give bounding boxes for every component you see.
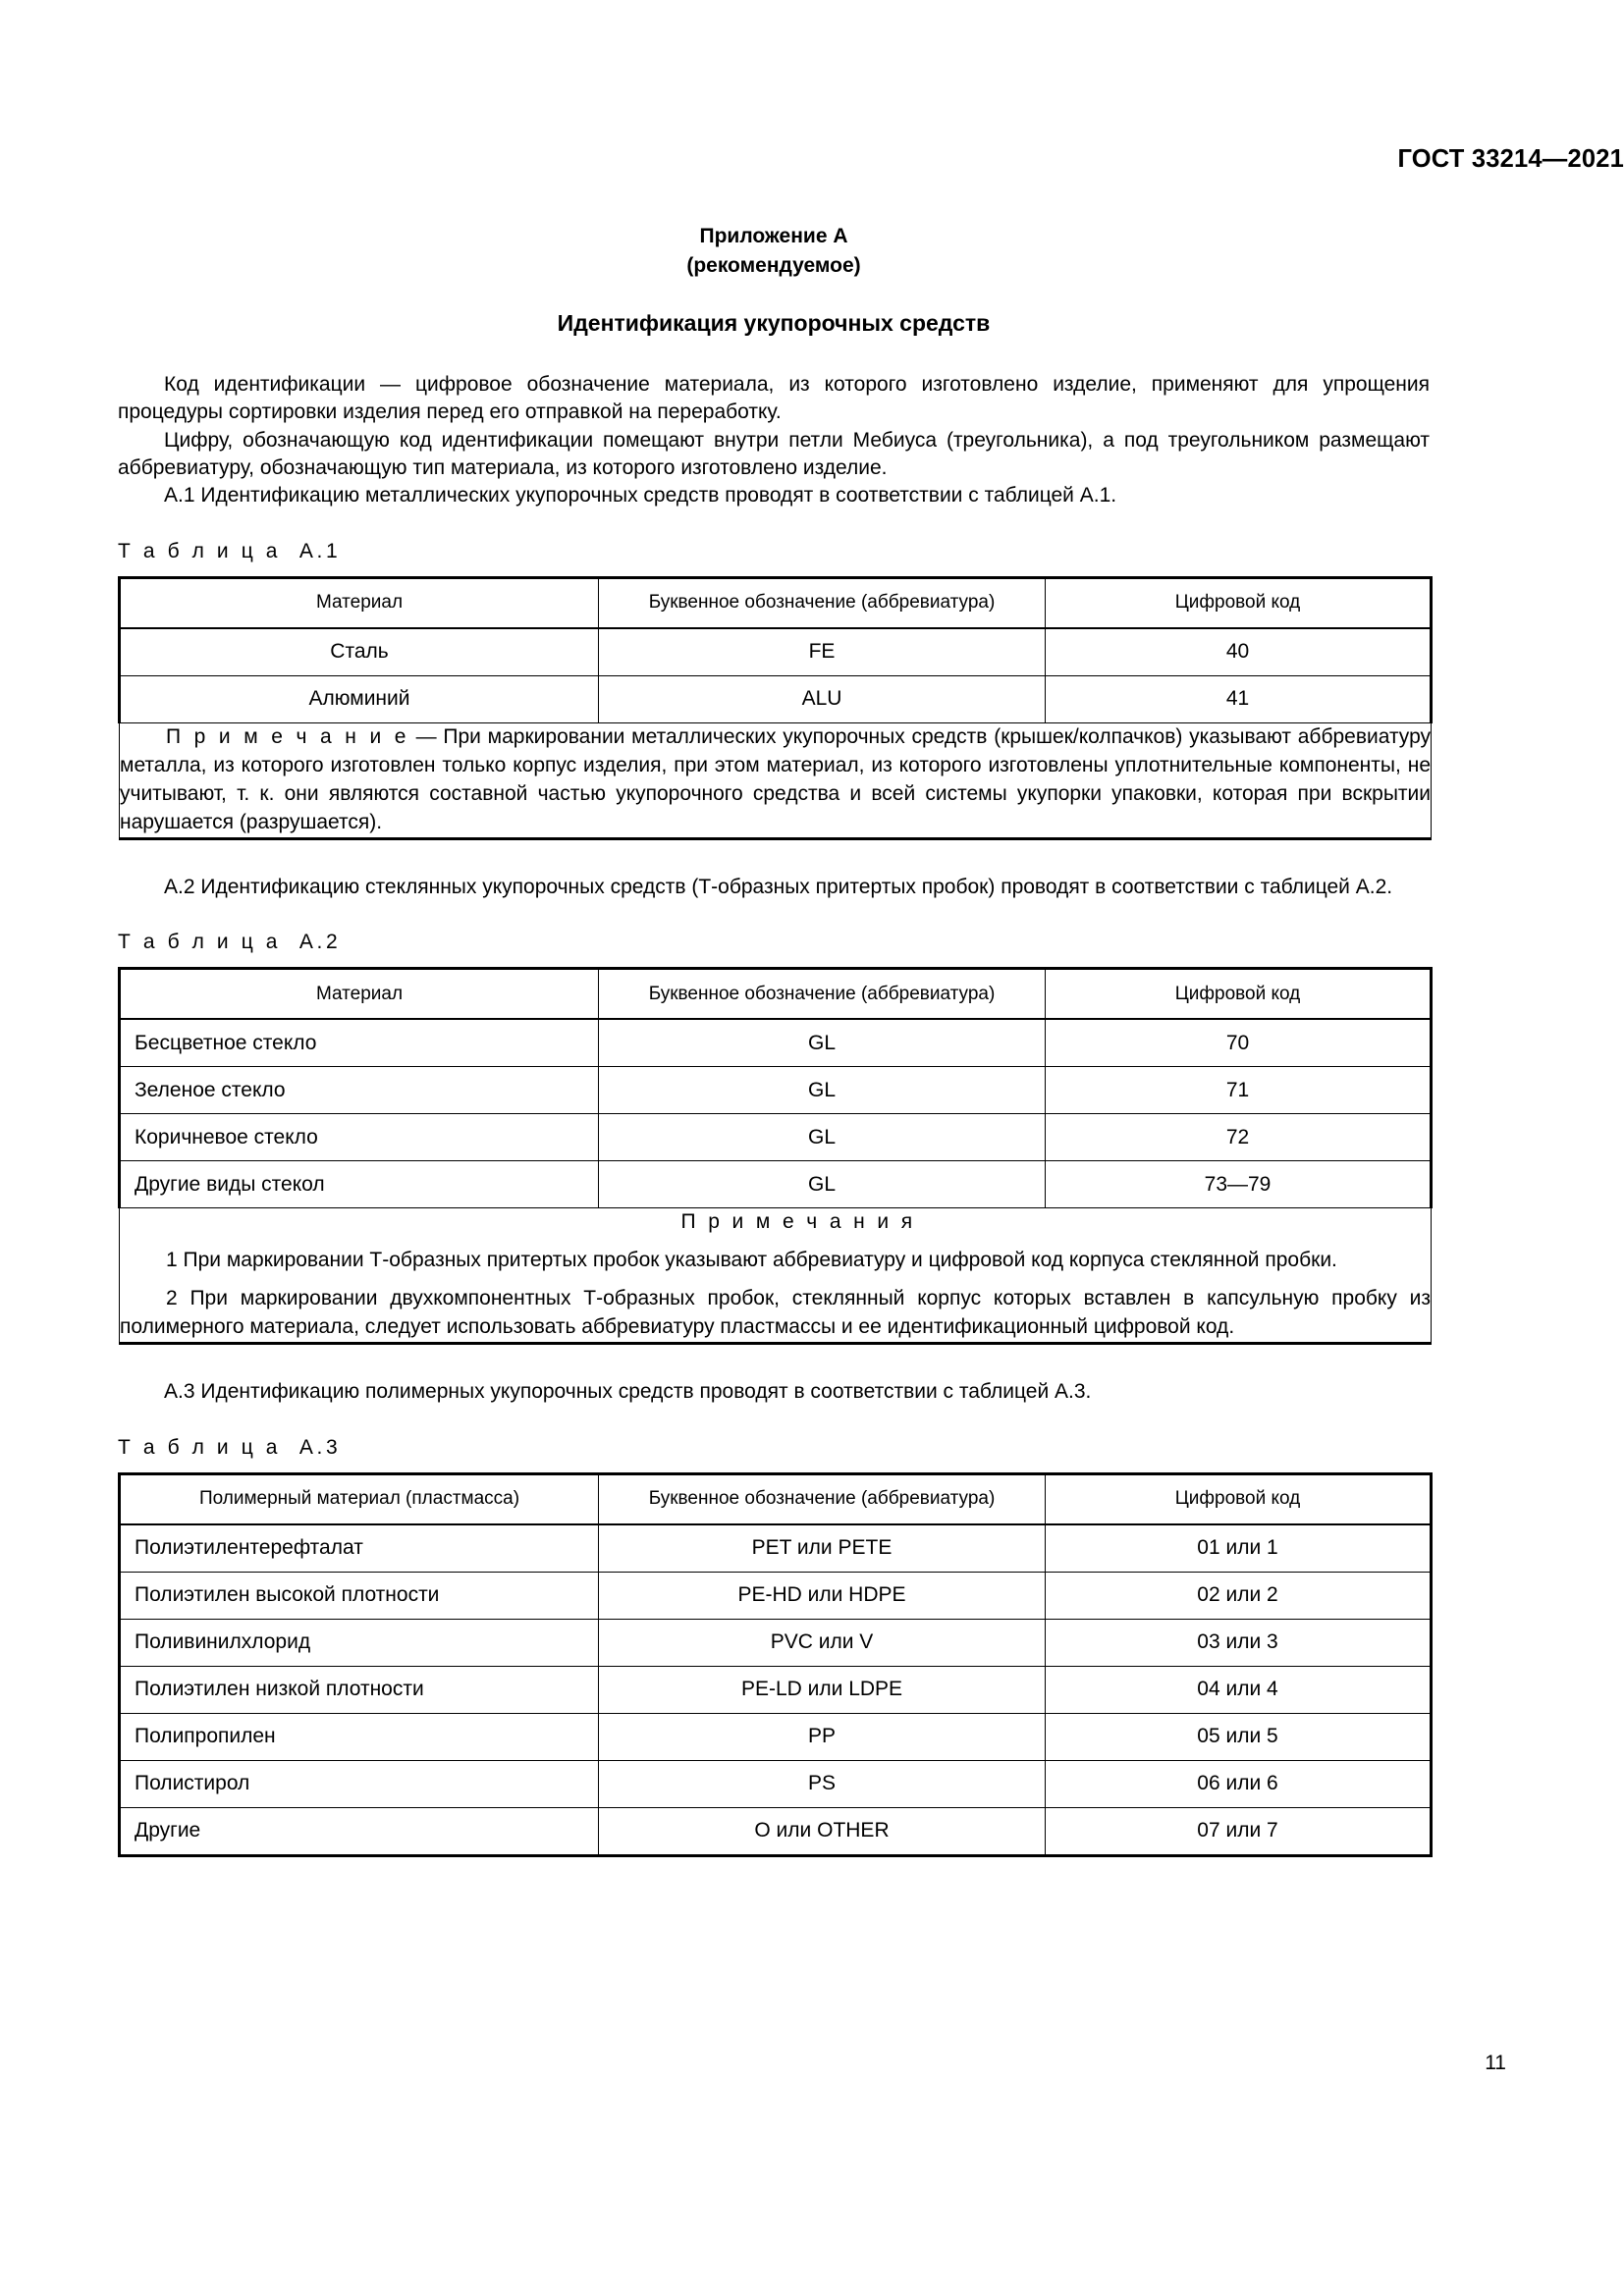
cell-code: 72 bbox=[1046, 1114, 1432, 1161]
note-paragraph-2: 2 При маркировании двухкомпонентных Т-образных пробок, стеклянный корпус которых вставлен в капсульную пробку из полимерного материала, следует использовать аббревиатуру пластмассы и ее идентификационный цифровой код. bbox=[120, 1287, 1431, 1339]
clause-a1: А.1 Идентификацию металлических укупорочных средств проводят в соответствии с таблицей А.1. bbox=[164, 484, 1117, 507]
cell-abbreviation: PS bbox=[599, 1760, 1046, 1807]
table-note-row bbox=[120, 1208, 1432, 1344]
cell-material: Полиэтилен низкой плотности bbox=[120, 1666, 599, 1713]
table-row bbox=[120, 675, 1432, 722]
cell-code: 06 или 6 bbox=[1046, 1760, 1432, 1807]
table-header-row bbox=[120, 577, 1432, 628]
column-header-abbreviation: Буквенное обозначение (аббревиатура) bbox=[599, 1473, 1046, 1524]
cell-material: Алюминий bbox=[120, 675, 599, 722]
table-a3 bbox=[118, 1472, 1433, 1857]
table-a1-caption: Т а б л и ц а А.1 bbox=[118, 539, 342, 562]
annex-subtitle: (рекомендуемое) bbox=[686, 253, 861, 277]
cell-abbreviation: PE-LD или LDPE bbox=[599, 1666, 1046, 1713]
cell-material: Другие виды стекол bbox=[120, 1161, 599, 1208]
table-a2-caption: Т а б л и ц а А.2 bbox=[118, 931, 342, 954]
column-header-abbreviation: Буквенное обозначение (аббревиатура) bbox=[599, 969, 1046, 1020]
cell-abbreviation: GL bbox=[599, 1067, 1046, 1114]
table-row bbox=[120, 1572, 1432, 1619]
cell-abbreviation: ALU bbox=[599, 675, 1046, 722]
spacer bbox=[118, 1345, 1430, 1378]
standard-designation: ГОСТ 33214—2021 bbox=[1397, 145, 1624, 173]
page-content bbox=[118, 0, 1430, 1857]
cell-abbreviation: PP bbox=[599, 1713, 1046, 1760]
intro-paragraph-2: Цифру, обозначающую код идентификации помещают внутри петли Мебиуса (треугольника), а под треугольником размещают аббревиатуру, обозначающую тип материала, из которого изготовлено изделие. bbox=[118, 428, 1430, 479]
cell-material: Полистирол bbox=[120, 1760, 599, 1807]
table-row bbox=[120, 1807, 1432, 1855]
annex-heading: Идентификация укупорочных средств bbox=[557, 309, 991, 336]
cell-material: Поливинилхлорид bbox=[120, 1619, 599, 1666]
column-header-abbreviation: Буквенное обозначение (аббревиатура) bbox=[599, 577, 1046, 628]
table-row bbox=[120, 1713, 1432, 1760]
table-a1 bbox=[118, 576, 1433, 840]
cell-abbreviation: PET или PETE bbox=[599, 1524, 1046, 1573]
cell-code: 03 или 3 bbox=[1046, 1619, 1432, 1666]
cell-code: 73—79 bbox=[1046, 1161, 1432, 1208]
column-header-material: Материал bbox=[120, 577, 599, 628]
cell-code: 70 bbox=[1046, 1019, 1432, 1067]
cell-abbreviation: GL bbox=[599, 1019, 1046, 1067]
page-number: 11 bbox=[1485, 2052, 1506, 2074]
cell-abbreviation: PE-HD или HDPE bbox=[599, 1572, 1046, 1619]
cell-material: Полиэтилен высокой плотности bbox=[120, 1572, 599, 1619]
cell-code: 04 или 4 bbox=[1046, 1666, 1432, 1713]
cell-material: Бесцветное стекло bbox=[120, 1019, 599, 1067]
clause-a2: А.2 Идентификацию стеклянных укупорочных средств (Т-образных притертых пробок) проводят в соответствии с таблицей А.2. bbox=[164, 875, 1393, 898]
table-row bbox=[120, 1666, 1432, 1713]
table-row bbox=[120, 1067, 1432, 1114]
cell-code: 41 bbox=[1046, 675, 1432, 722]
cell-abbreviation: FE bbox=[599, 628, 1046, 676]
column-header-code: Цифровой код bbox=[1046, 969, 1432, 1020]
table-row bbox=[120, 1114, 1432, 1161]
note-label: П р и м е ч а н и е bbox=[166, 724, 409, 748]
table-row bbox=[120, 628, 1432, 676]
table-row bbox=[120, 1019, 1432, 1067]
table-row bbox=[120, 1619, 1432, 1666]
notes-heading: П р и м е ч а н и я bbox=[680, 1210, 916, 1234]
cell-abbreviation: GL bbox=[599, 1114, 1046, 1161]
table-a1-note bbox=[120, 722, 1432, 838]
column-header-polymer-material: Полимерный материал (пластмасса) bbox=[120, 1473, 599, 1524]
cell-abbreviation: O или OTHER bbox=[599, 1807, 1046, 1855]
cell-code: 01 или 1 bbox=[1046, 1524, 1432, 1573]
note-text: — При маркировании металлических укупорочных средств (крышек/колпачков) указывают аббревиатуру металла, из которого изготовлен только корпус изделия, при этом материал, из которого изготовлены уплотнительные компоненты, не учитывают, т. к. они являются составной частью укупорочного средства и всей системы укупорки упаковки, которая при вскрытии нарушается (разрушается). bbox=[120, 724, 1432, 833]
cell-code: 05 или 5 bbox=[1046, 1713, 1432, 1760]
table-note-row bbox=[120, 722, 1432, 838]
note-paragraph bbox=[120, 723, 1431, 837]
cell-code: 40 bbox=[1046, 628, 1432, 676]
cell-material: Полипропилен bbox=[120, 1713, 599, 1760]
table-a2-notes bbox=[120, 1208, 1432, 1344]
note-paragraph-1: 1 При маркировании Т-образных притертых пробок указывают аббревиатуру и цифровой код корпуса стеклянной пробки. bbox=[166, 1249, 1337, 1272]
clause-a3: А.3 Идентификацию полимерных укупорочных средств проводят в соответствии с таблицей А.3. bbox=[164, 1380, 1092, 1404]
annex-title: Приложение А bbox=[699, 225, 848, 247]
cell-material: Коричневое стекло bbox=[120, 1114, 599, 1161]
table-a3-caption: Т а б л и ц а А.3 bbox=[118, 1435, 342, 1459]
column-header-material: Материал bbox=[120, 969, 599, 1020]
cell-code: 71 bbox=[1046, 1067, 1432, 1114]
table-row bbox=[120, 1161, 1432, 1208]
spacer bbox=[118, 840, 1430, 874]
cell-code: 02 или 2 bbox=[1046, 1572, 1432, 1619]
cell-material: Сталь bbox=[120, 628, 599, 676]
intro-paragraph-1: Код идентификации — цифровое обозначение материала, из которого изготовлено изделие, применяют для упрощения процедуры сортировки изделия перед его отправкой на переработку. bbox=[118, 372, 1430, 424]
column-header-code: Цифровой код bbox=[1046, 577, 1432, 628]
table-row bbox=[120, 1760, 1432, 1807]
cell-abbreviation: GL bbox=[599, 1161, 1046, 1208]
annex-title-block bbox=[118, 222, 1430, 281]
table-a2 bbox=[118, 967, 1433, 1345]
cell-material: Другие bbox=[120, 1807, 599, 1855]
table-header-row bbox=[120, 969, 1432, 1020]
cell-material: Полиэтилентерефталат bbox=[120, 1524, 599, 1573]
cell-code: 07 или 7 bbox=[1046, 1807, 1432, 1855]
table-header-row bbox=[120, 1473, 1432, 1524]
cell-material: Зеленое стекло bbox=[120, 1067, 599, 1114]
cell-abbreviation: PVC или V bbox=[599, 1619, 1046, 1666]
table-row bbox=[120, 1524, 1432, 1573]
column-header-code: Цифровой код bbox=[1046, 1473, 1432, 1524]
